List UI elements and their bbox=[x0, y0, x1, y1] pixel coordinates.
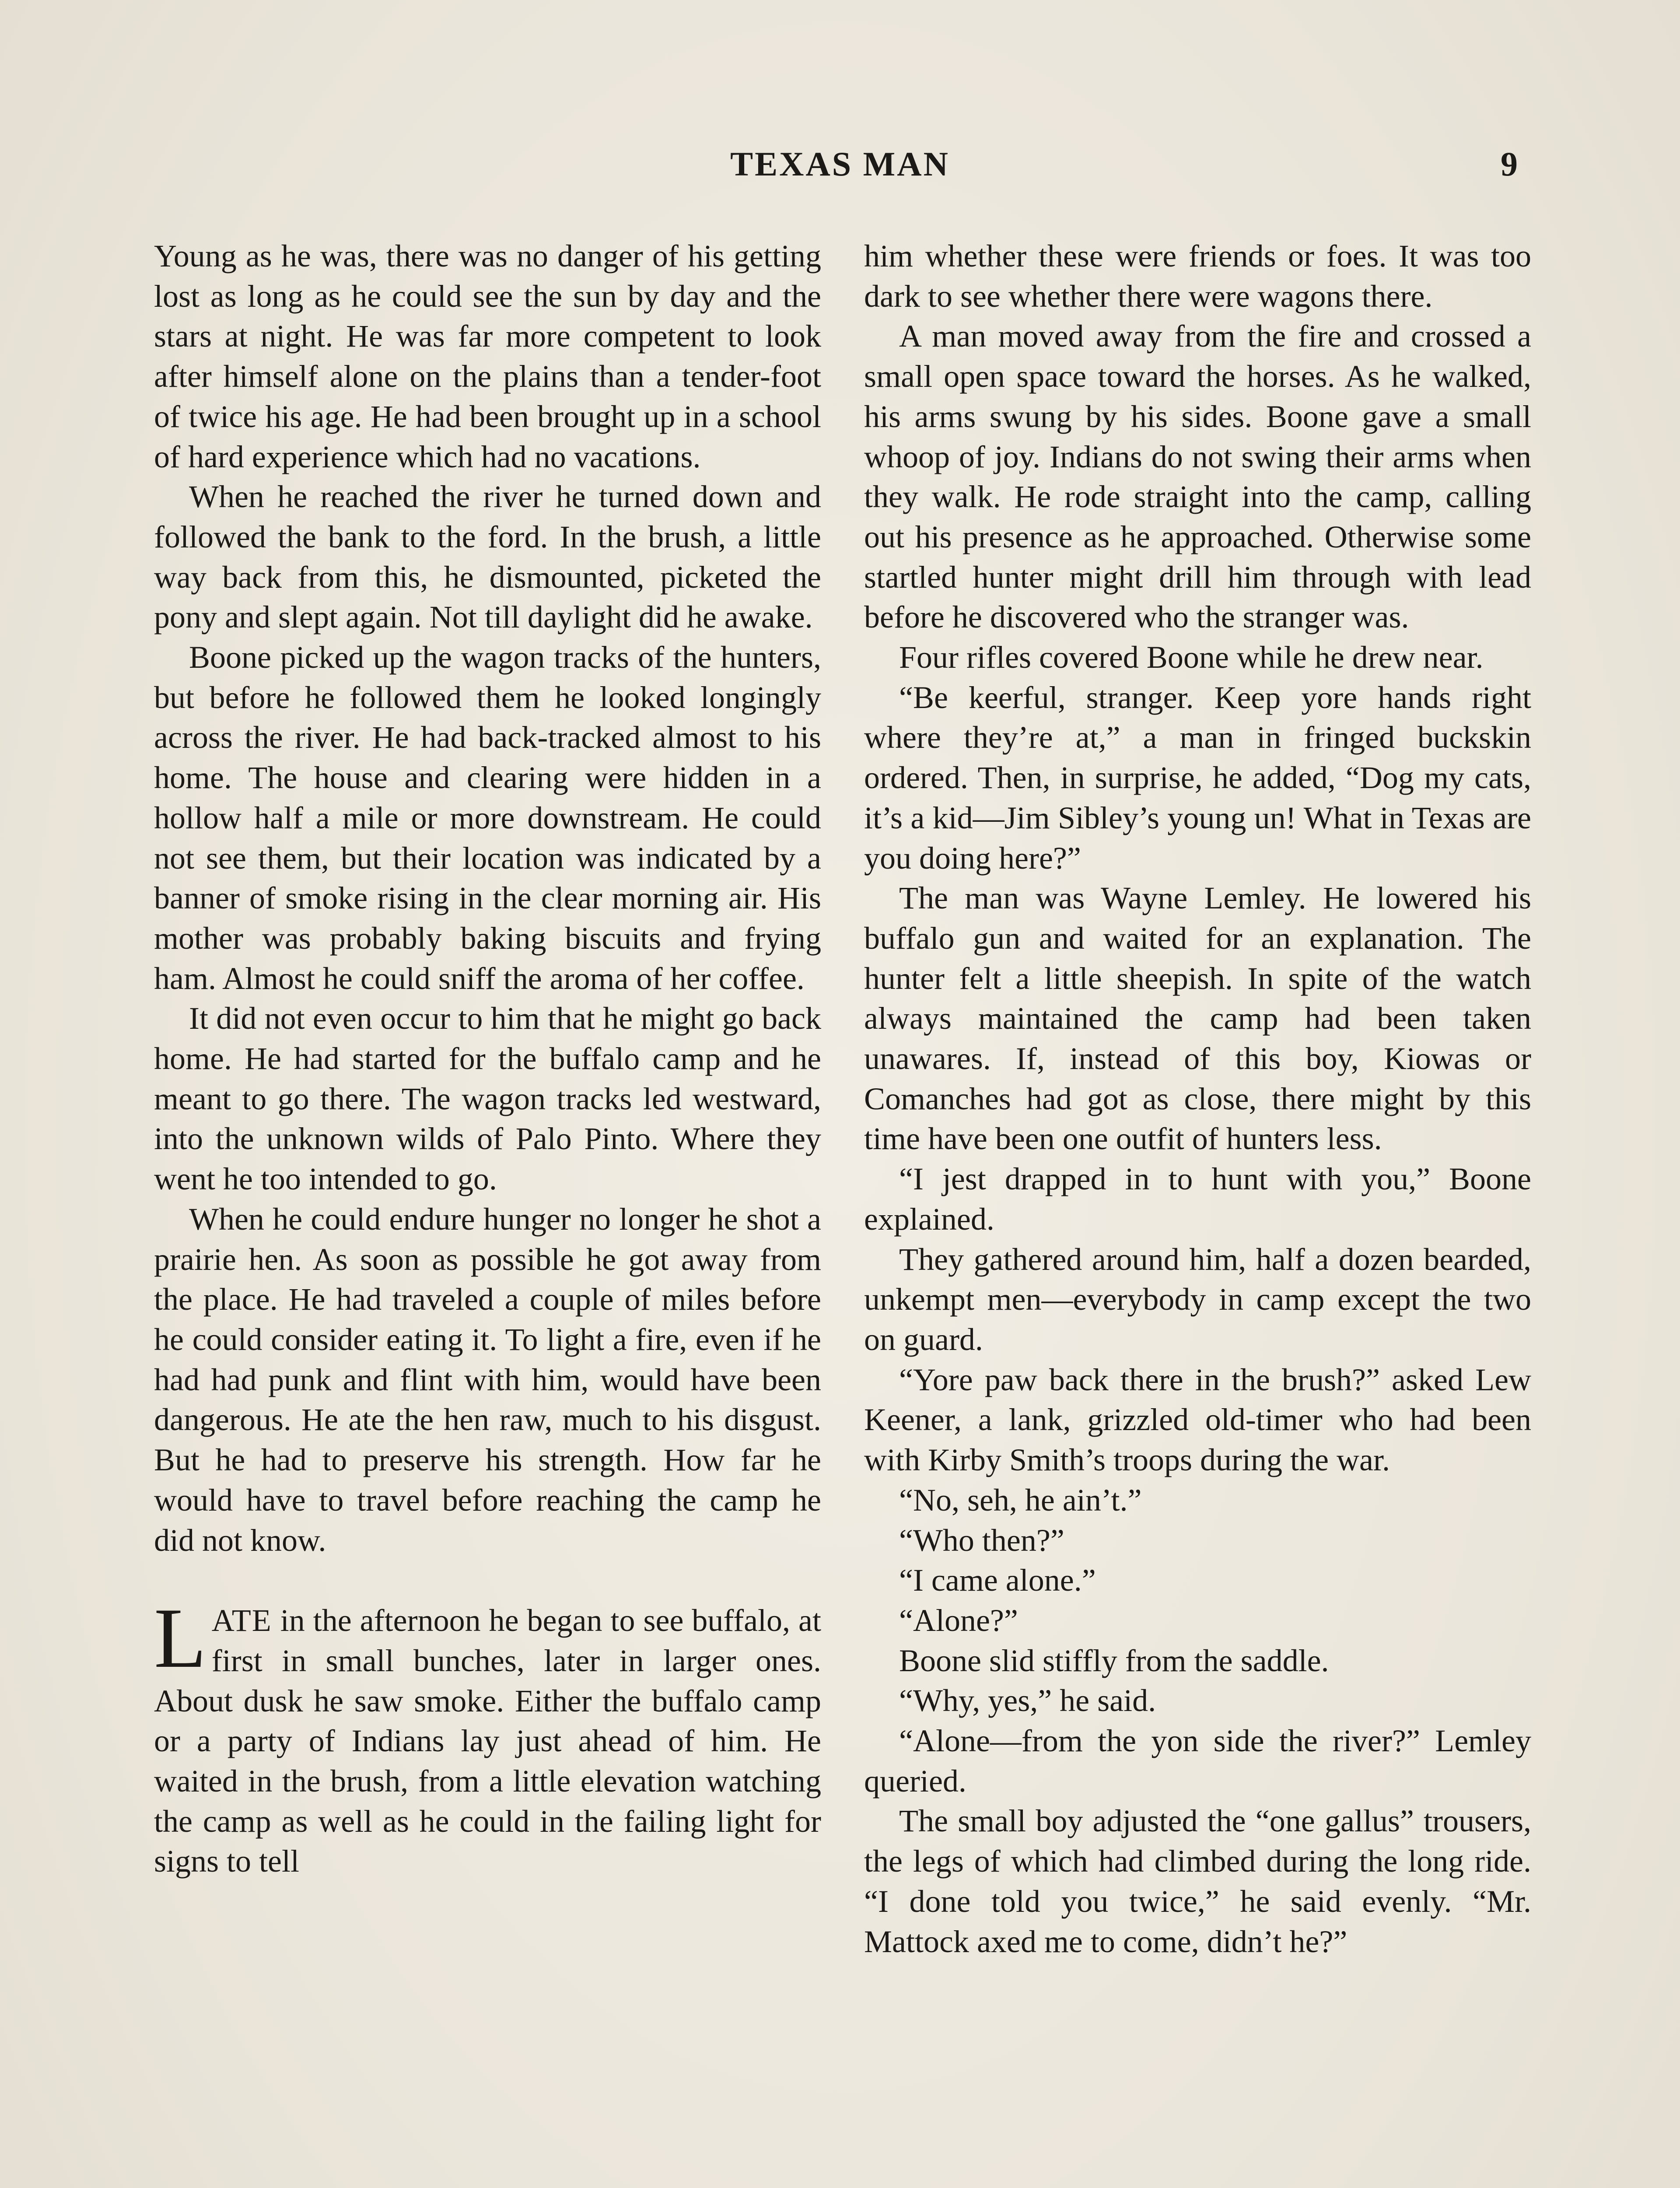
left-column bbox=[154, 236, 821, 1882]
section-opening-paragraph bbox=[154, 1591, 821, 1882]
paragraph: “Who then?” bbox=[899, 1522, 1064, 1558]
paragraph: “Alone—from the yon side the river?” Lemley queried. bbox=[864, 1723, 1531, 1799]
paragraph: “Alone?” bbox=[899, 1602, 1018, 1638]
paragraph: The small boy adjusted the “one gallus” trousers, the legs of which had climbed during the long ride. “I done told you twice,” he said evenly. “Mr. Mattock axed me to come, didn’t he?” bbox=[864, 1803, 1531, 1959]
right-column bbox=[864, 236, 1531, 1962]
paragraph: “Why, yes,” he said. bbox=[899, 1683, 1156, 1718]
paragraph: When he reached the river he turned down and followed the bank to the ford. In the brush, a little way back from this, he dismounted, picketed the pony and slept again. Not till daylight did he awake. bbox=[154, 479, 821, 635]
paragraph: The man was Wayne Lemley. He lowered his buffalo gun and waited for an explanation. The hunter felt a little sheepish. In spite of the watch always maintained the camp had been taken unawares. If, instead of this boy, Kiowas or Comanches had got as close, there might by this time have been one outfit of hunters less. bbox=[864, 880, 1531, 1157]
lead-caps: ATE bbox=[211, 1603, 272, 1638]
page-number: 9 bbox=[1501, 145, 1518, 183]
paragraph: him whether these were friends or foes. It was too dark to see whether there were wagons there. bbox=[864, 238, 1531, 314]
paragraph: Boone picked up the wagon tracks of the hunters, but before he followed them he looked longingly across the river. He had back-tracked almost to his home. The house and clearing were hidden in a hollow half a mile or more downstream. He could not see them, but their location was indicated by a banner of smoke rising in the clear morning air. His mother was probably baking biscuits and frying ham. Almost he could sniff the aroma of her coffee. bbox=[154, 640, 821, 996]
paragraph: Boone slid stiffly from the saddle. bbox=[899, 1643, 1329, 1678]
paragraph: “Yore paw back there in the brush?” asked Lew Keener, a lank, grizzled old-timer who had been with Kirby Smith’s troops during the war. bbox=[864, 1362, 1531, 1478]
running-head bbox=[0, 144, 1680, 193]
paragraph: A man moved away from the fire and crossed a small open space toward the horses. As he walked, his arms swung by his sides. Boone gave a small whoop of joy. Indians do not swing their arms when they walk. He rode straight into the camp, calling out his presence as he approached. Otherwise some startled hunter might drill him through with lead before he discovered who the stranger was. bbox=[864, 319, 1531, 635]
section-text: in the afternoon he began to see buffalo, at first in small bunches, later in larger ones. About dusk he saw smoke. Either the buffalo camp or a party of Indians lay just ahead of him. He waited in the brush, from a little elevation watching the camp as well as he could in the failing light for signs to tell bbox=[154, 1603, 821, 1879]
paragraph: “Be keerful, stranger. Keep yore hands right where they’re at,” a man in fringed buckskin ordered. Then, in surprise, he added, “Dog my cats, it’s a kid—Jim Sibley’s young un! What in Texas are you doing here?” bbox=[864, 680, 1531, 876]
paragraph: Young as he was, there was no danger of his getting lost as long as he could see the sun by day and the stars at night. He was far more competent to look after himself alone on the plains than a tender-foot of twice his age. He had been brought up in a school of hard experience which had no vacations. bbox=[154, 238, 821, 474]
paragraph: It did not even occur to him that he might go back home. He had started for the buffalo camp and he meant to go there. The wagon tracks led westward, into the unknown wilds of Palo Pinto. Where they went he too intended to go. bbox=[154, 1001, 821, 1197]
paragraph: “I came alone.” bbox=[899, 1563, 1096, 1598]
paragraph: When he could endure hunger no longer he shot a prairie hen. As soon as possible he got away from the place. He had traveled a couple of miles before he could consider eating it. To light a fire, even if he had had punk and flint with him, would have been dangerous. He ate the hen raw, much to his disgust. But he had to preserve his strength. How far he would have to travel before reaching the camp he did not know. bbox=[154, 1201, 821, 1558]
running-title: TEXAS MAN bbox=[730, 145, 950, 183]
drop-cap: L bbox=[154, 1591, 206, 1686]
paragraph: Four rifles covered Boone while he drew near. bbox=[899, 640, 1484, 675]
paragraph: “No, seh, he ain’t.” bbox=[899, 1482, 1142, 1518]
paragraph: “I jest drapped in to hunt with you,” Boone explained. bbox=[864, 1161, 1531, 1237]
paragraph: They gathered around him, half a dozen bearded, unkempt men—everybody in camp except the two on guard. bbox=[864, 1241, 1531, 1357]
